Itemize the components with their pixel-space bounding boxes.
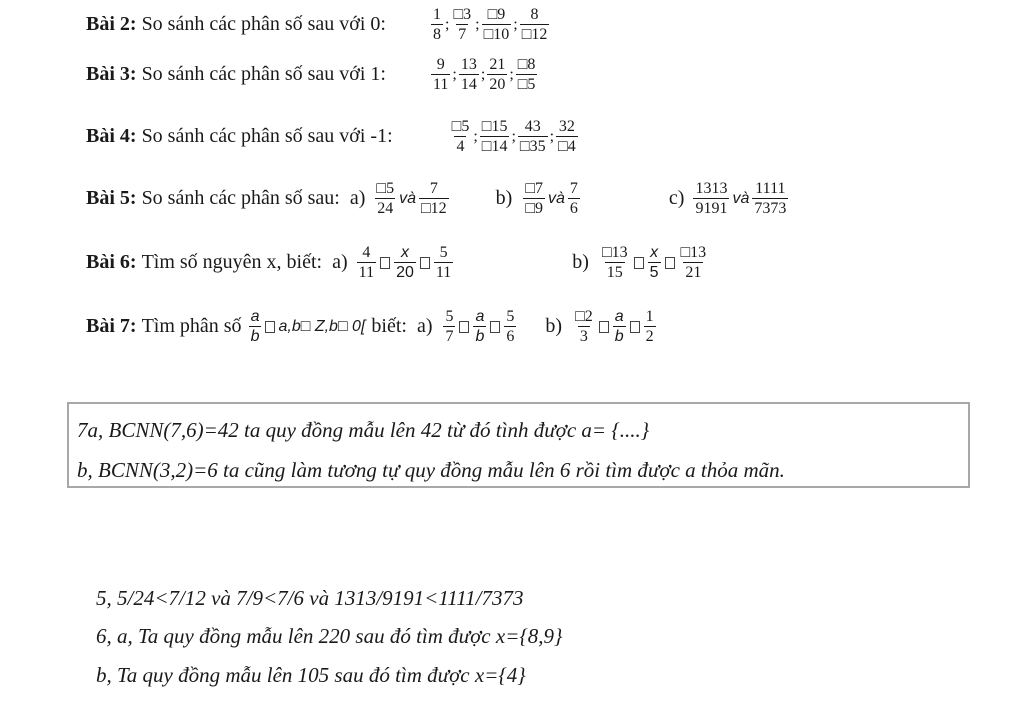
inequality-box xyxy=(420,257,430,269)
exercise-3-text: So sánh các phân số sau với 1: xyxy=(141,63,386,85)
fraction: $\frac{1111}{7373}$ xyxy=(754,180,787,217)
part-b-label: b) xyxy=(545,315,563,337)
fraction: $\frac{□13}{15}$ xyxy=(601,244,628,281)
conjunction-text: và xyxy=(732,189,750,207)
exercise-4-label: Bài 4: xyxy=(86,125,137,147)
fraction: $\frac{5}{11}$ xyxy=(435,244,452,281)
fraction: $\frac{32}{□4}$ xyxy=(558,118,576,155)
exercise-3-label: Bài 3: xyxy=(86,63,137,85)
bracket-box xyxy=(265,321,275,333)
exercise-6-label: Bài 6: xyxy=(86,251,137,273)
exercise-5-text: So sánh các phân số sau: xyxy=(141,187,340,209)
fraction: $\frac{21}{20}$ xyxy=(489,56,506,93)
part-a-label: a) xyxy=(349,187,366,209)
fraction: $\frac{□3}{7}$ xyxy=(453,6,472,43)
fraction: $\frac{4}{11}$ xyxy=(358,244,375,281)
fraction: $\frac{□7}{□9}$ xyxy=(525,180,543,217)
answer-line-2: b, BCNN(3,2)=6 ta cũng làm tương tự quy đồng mẫu lên 6 rồi tìm được a thỏa mãn. xyxy=(77,458,785,482)
fraction: $\frac{a}{b}$ xyxy=(250,308,260,345)
conjunction-text: và xyxy=(548,189,565,207)
part-a-label: a) xyxy=(332,251,348,273)
answer-line-1: 7a, BCNN(7,6)=42 ta quy đồng mẫu lên 42 từ đó tình được a= {....} xyxy=(77,418,650,442)
part-b-label: b) xyxy=(495,187,513,209)
fraction: $\frac{5}{6}$ xyxy=(506,308,515,345)
exercise-5-label: Bài 5: xyxy=(86,187,137,209)
part-b-label: b) xyxy=(572,251,589,273)
fraction: $\frac{9}{11}$ xyxy=(433,56,449,93)
exercise-7 xyxy=(86,308,657,345)
inequality-box xyxy=(634,257,644,269)
fraction: $\frac{x}{5}$ xyxy=(649,244,659,281)
exercise-6-text: Tìm số nguyên x, biết: xyxy=(141,251,323,273)
conjunction-text: và xyxy=(399,189,416,207)
fraction: $\frac{□2}{3}$ xyxy=(575,308,593,345)
exercise-7-text: Tìm phân số xyxy=(141,315,242,337)
fraction: $\frac{□5}{4}$ xyxy=(451,118,470,155)
solution-line-6b: b, Ta quy đồng mẫu lên 105 sau đó tìm được x={4} xyxy=(96,663,526,687)
fraction: $\frac{7}{□12}$ xyxy=(420,180,447,217)
part-c-label: c) xyxy=(668,187,685,209)
fraction: $\frac{□13}{21}$ xyxy=(680,244,707,281)
fraction: $\frac{5}{7}$ xyxy=(445,308,454,345)
solution-line-5: 5, 5/24<7/12 và 7/9<7/6 và 1313/9191<1111/7373 xyxy=(96,586,524,610)
fraction: $\frac{1}{8}$ xyxy=(433,6,441,43)
solution-line-6a: 6, a, Ta quy đồng mẫu lên 220 sau đó tìm được x={8,9} xyxy=(96,624,563,648)
fraction: $\frac{43}{□35}$ xyxy=(519,118,546,155)
inequality-box xyxy=(380,257,390,269)
fraction: $\frac{1313}{9191}$ xyxy=(695,180,728,217)
exercise-5 xyxy=(86,180,789,217)
fraction: $\frac{a}{b}$ xyxy=(614,308,624,345)
fraction: $\frac{7}{6}$ xyxy=(569,180,578,217)
fraction: $\frac{8}{□12}$ xyxy=(521,6,548,43)
exercise-4-text: So sánh các phân số sau với -1: xyxy=(141,125,393,147)
exercise-2-label: Bài 2: xyxy=(86,13,137,35)
inequality-box xyxy=(459,321,469,333)
fraction: $\frac{13}{14}$ xyxy=(460,56,477,93)
fraction: $\frac{x}{20}$ xyxy=(396,244,414,281)
inequality-box xyxy=(490,321,500,333)
fraction: $\frac{1}{2}$ xyxy=(645,308,654,345)
fraction: $\frac{□15}{□14}$ xyxy=(481,118,508,155)
inequality-box xyxy=(665,257,675,269)
condition-text: a,b□ Z,b□ 0[ xyxy=(278,317,366,335)
exercise-6 xyxy=(86,244,709,281)
exercise-2: Bài 2: So sánh các phân số sau với 0: $\frac{1}{8}$ ; $\frac{□3}{7}$ ; $\frac{□9}{□10}$ ; $\frac{8}{□12}$ xyxy=(86,6,548,43)
fraction: $\frac{a}{b}$ xyxy=(475,308,485,345)
inequality-box xyxy=(599,321,609,333)
answer-box xyxy=(67,402,970,488)
exercise-4: Bài 4: So sánh các phân số sau với -1: $\frac{□5}{4}$ ; $\frac{□15}{□14}$ ; $\frac{43}{□35}$ ; $\frac{32}{□4}$ xyxy=(86,118,576,155)
part-a-label: a) xyxy=(416,315,433,337)
exercise-3: Bài 3: So sánh các phân số sau với 1: $\frac{9}{11}$ ; $\frac{13}{14}$ ; $\frac{21}{20}$ ; $\frac{□8}{□5}$ xyxy=(86,56,536,93)
inequality-box xyxy=(630,321,640,333)
exercise-2-text: So sánh các phân số sau với 0: xyxy=(141,13,386,35)
fraction: $\frac{□8}{□5}$ xyxy=(517,56,536,93)
exercise-7-label: Bài 7: xyxy=(86,315,137,337)
exercise-7-biet: biết: xyxy=(371,315,407,337)
fraction: $\frac{□9}{□10}$ xyxy=(483,6,510,43)
fraction: $\frac{□5}{24}$ xyxy=(376,180,395,217)
